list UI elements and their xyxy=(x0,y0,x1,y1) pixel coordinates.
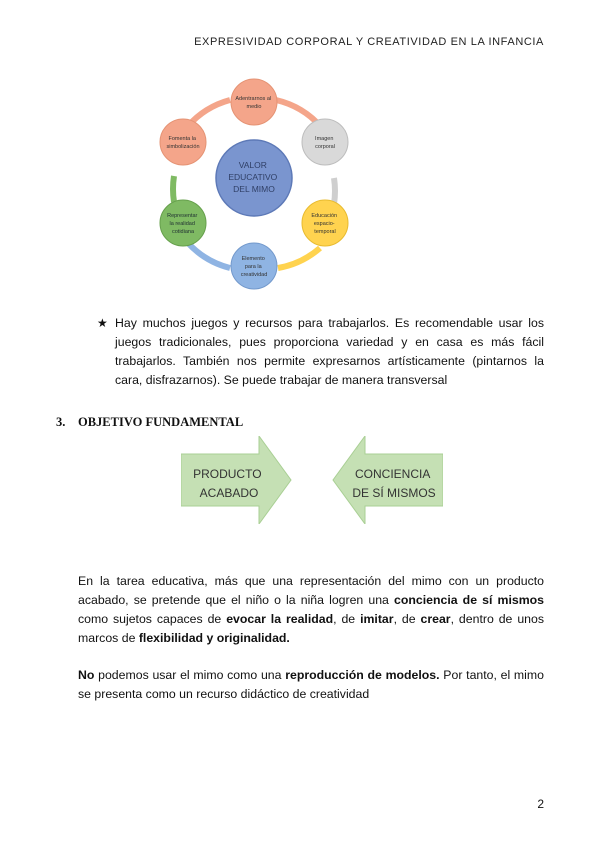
bullet-item xyxy=(97,314,544,390)
node-4-line-1: Elemento xyxy=(241,256,265,262)
section-title: OBJETIVO FUNDAMENTAL xyxy=(78,415,244,429)
center-line-2: EDUCATIVO xyxy=(228,172,278,182)
node-1-line-1: Adentrarnos al xyxy=(235,96,272,102)
center-line-1: VALOR xyxy=(238,160,267,170)
p1-bold-2: evocar la realidad xyxy=(226,612,334,626)
star-bullet-icon: ★ xyxy=(97,316,108,330)
p2-text-2: Por tanto, el mimo se presenta como un recurso didáctico de creatividad xyxy=(78,668,544,701)
bullet-text: Hay muchos juegos y recursos para trabajarlos. Es recomendable usar los juegos tradicionales, pues proporciona variedad y en casa es más fácil trabajarlos. También nos permite expresarnos artísticamente (pintarnos la cara, disfrazarnos). Se puede trabajar de manera transversal xyxy=(115,316,544,387)
paragraph-1 xyxy=(78,572,544,648)
node-4-line-3: creatividad xyxy=(240,272,268,278)
center-line-3: DEL MIMO xyxy=(233,184,275,194)
arrow-left-line-1: PRODUCTO xyxy=(193,467,262,481)
node-3-line-2: espacio- xyxy=(313,221,335,227)
node-fomenta xyxy=(160,119,206,165)
node-1-line-2: medio xyxy=(246,104,262,110)
p1-bold-5: flexibilidad y originalidad. xyxy=(138,631,290,645)
arrow-left-line-2: ACABADO xyxy=(199,486,259,500)
node-5-line-3: cotidiana xyxy=(171,229,195,235)
ring-arc-5 xyxy=(173,176,174,202)
p1-text-1: En la tarea educativa, más que una representación del mimo con un producto acabado, se pretende que el niño o la niña logren una xyxy=(78,574,544,607)
node-adentrarnos xyxy=(231,79,277,125)
page-number: 2 xyxy=(537,797,544,811)
node-6-line-2: simbolización xyxy=(166,144,200,150)
arrows-diagram xyxy=(181,436,443,524)
ring-arc-4 xyxy=(188,243,230,268)
p1-bold-4: crear xyxy=(420,612,451,626)
section-heading xyxy=(56,415,243,430)
p1-text-4: , de xyxy=(393,612,421,626)
node-3-line-3: temporal xyxy=(314,229,336,235)
node-6-line-1: Fomenta la xyxy=(168,136,196,142)
paragraph-2 xyxy=(78,666,544,704)
p2-bold-1: No xyxy=(78,668,95,682)
section-number: 3. xyxy=(56,415,66,429)
p1-bold-1: conciencia de sí mismos xyxy=(394,593,544,607)
p1-text-2: como sujetos capaces de xyxy=(78,612,227,626)
p1-text-3: , de xyxy=(333,612,361,626)
p2-bold-2: reproducción de modelos. xyxy=(285,668,440,682)
node-5-line-1: Representar xyxy=(167,213,198,219)
node-5-line-2: la realidad xyxy=(169,221,195,227)
node-2-line-2: corporal xyxy=(315,144,335,150)
page-header: EXPRESIVIDAD CORPORAL Y CREATIVIDAD EN LA INFANCIA xyxy=(194,36,544,48)
node-imagen-corporal xyxy=(302,119,348,165)
p2-text-1: podemos usar el mimo como una xyxy=(94,668,286,682)
arrow-right-line-1: CONCIENCIA xyxy=(354,467,430,481)
ring-arc-3 xyxy=(278,248,320,268)
arrow-right-line-2: DE SÍ MISMOS xyxy=(352,486,436,500)
p1-text-5: , dentro de unos marcos de xyxy=(78,612,544,645)
node-4-line-2: para la xyxy=(244,264,262,270)
p1-bold-3: imitar xyxy=(360,612,394,626)
ring-arc-2 xyxy=(334,178,335,204)
svg-text:Educación espacio- tem xyxy=(311,213,338,235)
node-2-line-1: Imagen xyxy=(315,136,334,142)
node-3-line-1: Educación xyxy=(311,213,338,219)
mime-value-diagram xyxy=(150,78,360,293)
